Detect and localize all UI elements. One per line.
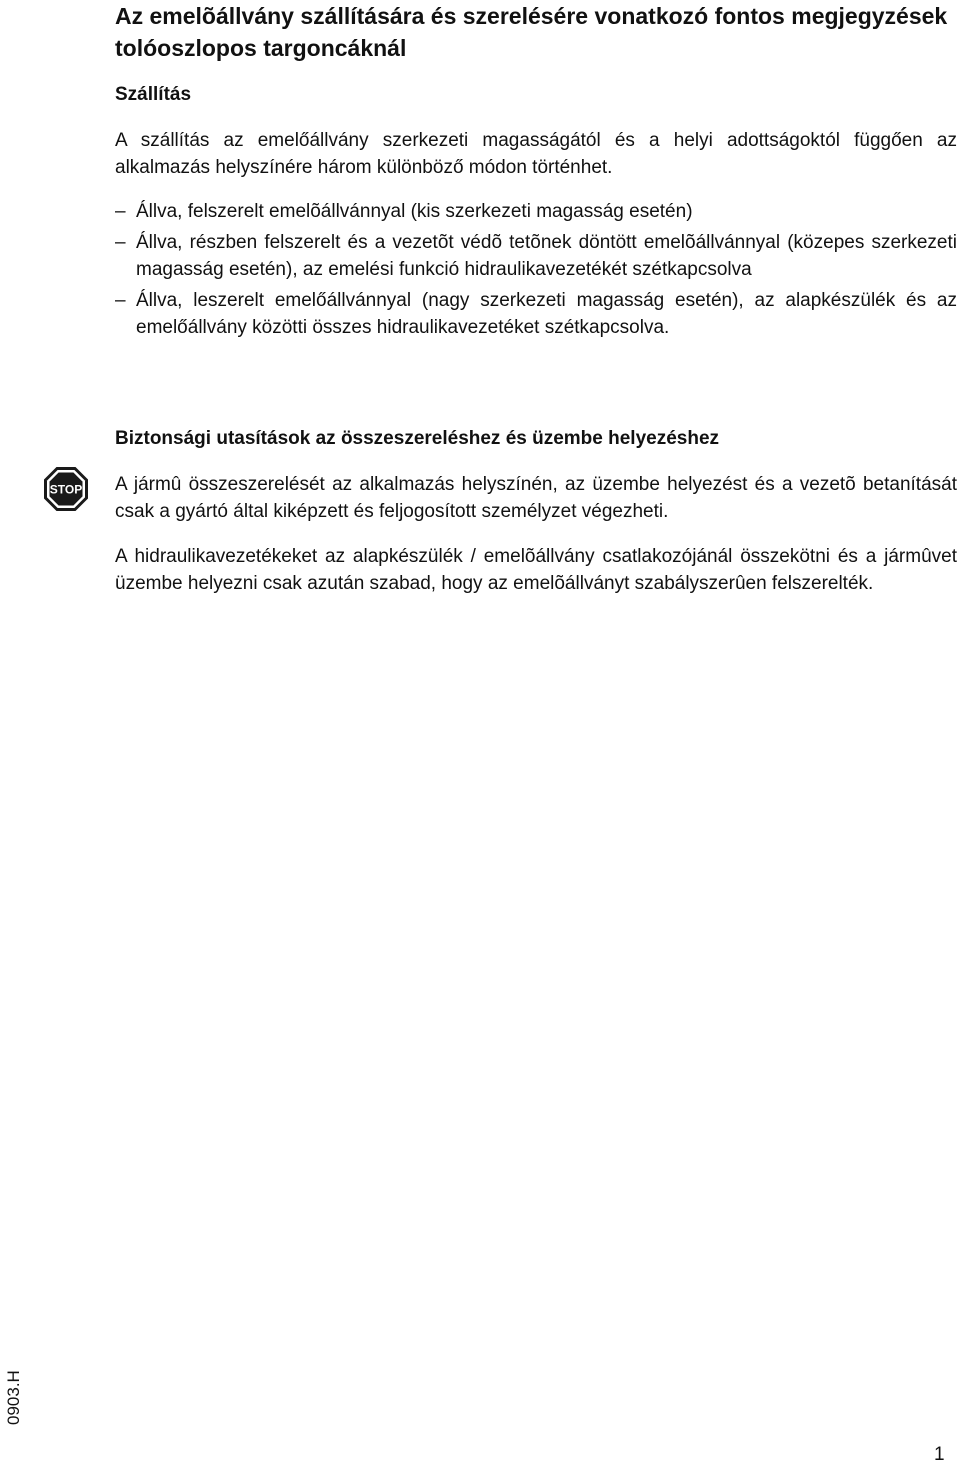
dash-bullet: – bbox=[115, 290, 126, 311]
safety-paragraph-2: A hidraulikavezetékeket az alapkészülék / emelõállvány csatlakozójánál összekötni és a jármûvet üzembe helyezni csak azután szabad, hogy az emelõállványt szabályszerûen felszerelték. bbox=[115, 546, 957, 594]
list-item-text: Állva, felszerelt emelõállvánnyal (kis szerkezeti magasság esetén) bbox=[136, 201, 693, 222]
dash-bullet: – bbox=[115, 201, 126, 222]
page-title: Az emelõállvány szállítására és szerelésére vonatkozó fontos megjegyzések tolóoszlopos targoncáknál bbox=[115, 3, 948, 61]
list-item bbox=[115, 287, 957, 341]
section-heading-transport: Szállítás bbox=[115, 84, 192, 105]
transport-intro-paragraph: A szállítás az emelőállvány szerkezeti magasságától és a helyi adottságoktól függően az alkalmazás helyszínére három különböző módon történhet. bbox=[115, 130, 957, 178]
transport-methods-list bbox=[115, 198, 957, 345]
stop-sign-icon bbox=[43, 466, 89, 512]
document-code: 0903.H bbox=[4, 1370, 23, 1425]
list-item bbox=[115, 229, 957, 283]
stop-sign-label: STOP bbox=[49, 482, 83, 497]
list-item-text: Állva, részben felszerelt és a vezetõt védõ tetõnek döntött emelõállvánnyal (közepes szerkezeti magasság esetén), az emelési funkció hidraulikavezetékét szétkapcsolva bbox=[136, 232, 957, 280]
list-item bbox=[115, 198, 957, 225]
dash-bullet: – bbox=[115, 232, 126, 253]
safety-paragraph-1: A jármû összeszerelését az alkalmazás helyszínén, az üzembe helyezést és a vezetõ betanítását csak a gyártó által kiképzett és feljogosított személyzet végezheti. bbox=[115, 474, 957, 522]
list-item-text: Állva, leszerelt emelőállvánnyal (nagy szerkezeti magasság esetén), az alapkészülék és az emelőállvány közötti összes hidraulikavezetéket szétkapcsolva. bbox=[136, 290, 957, 338]
section-heading-safety: Biztonsági utasítások az összeszereléshez és üzembe helyezéshez bbox=[115, 428, 720, 449]
page-number: 1 bbox=[934, 1444, 945, 1465]
